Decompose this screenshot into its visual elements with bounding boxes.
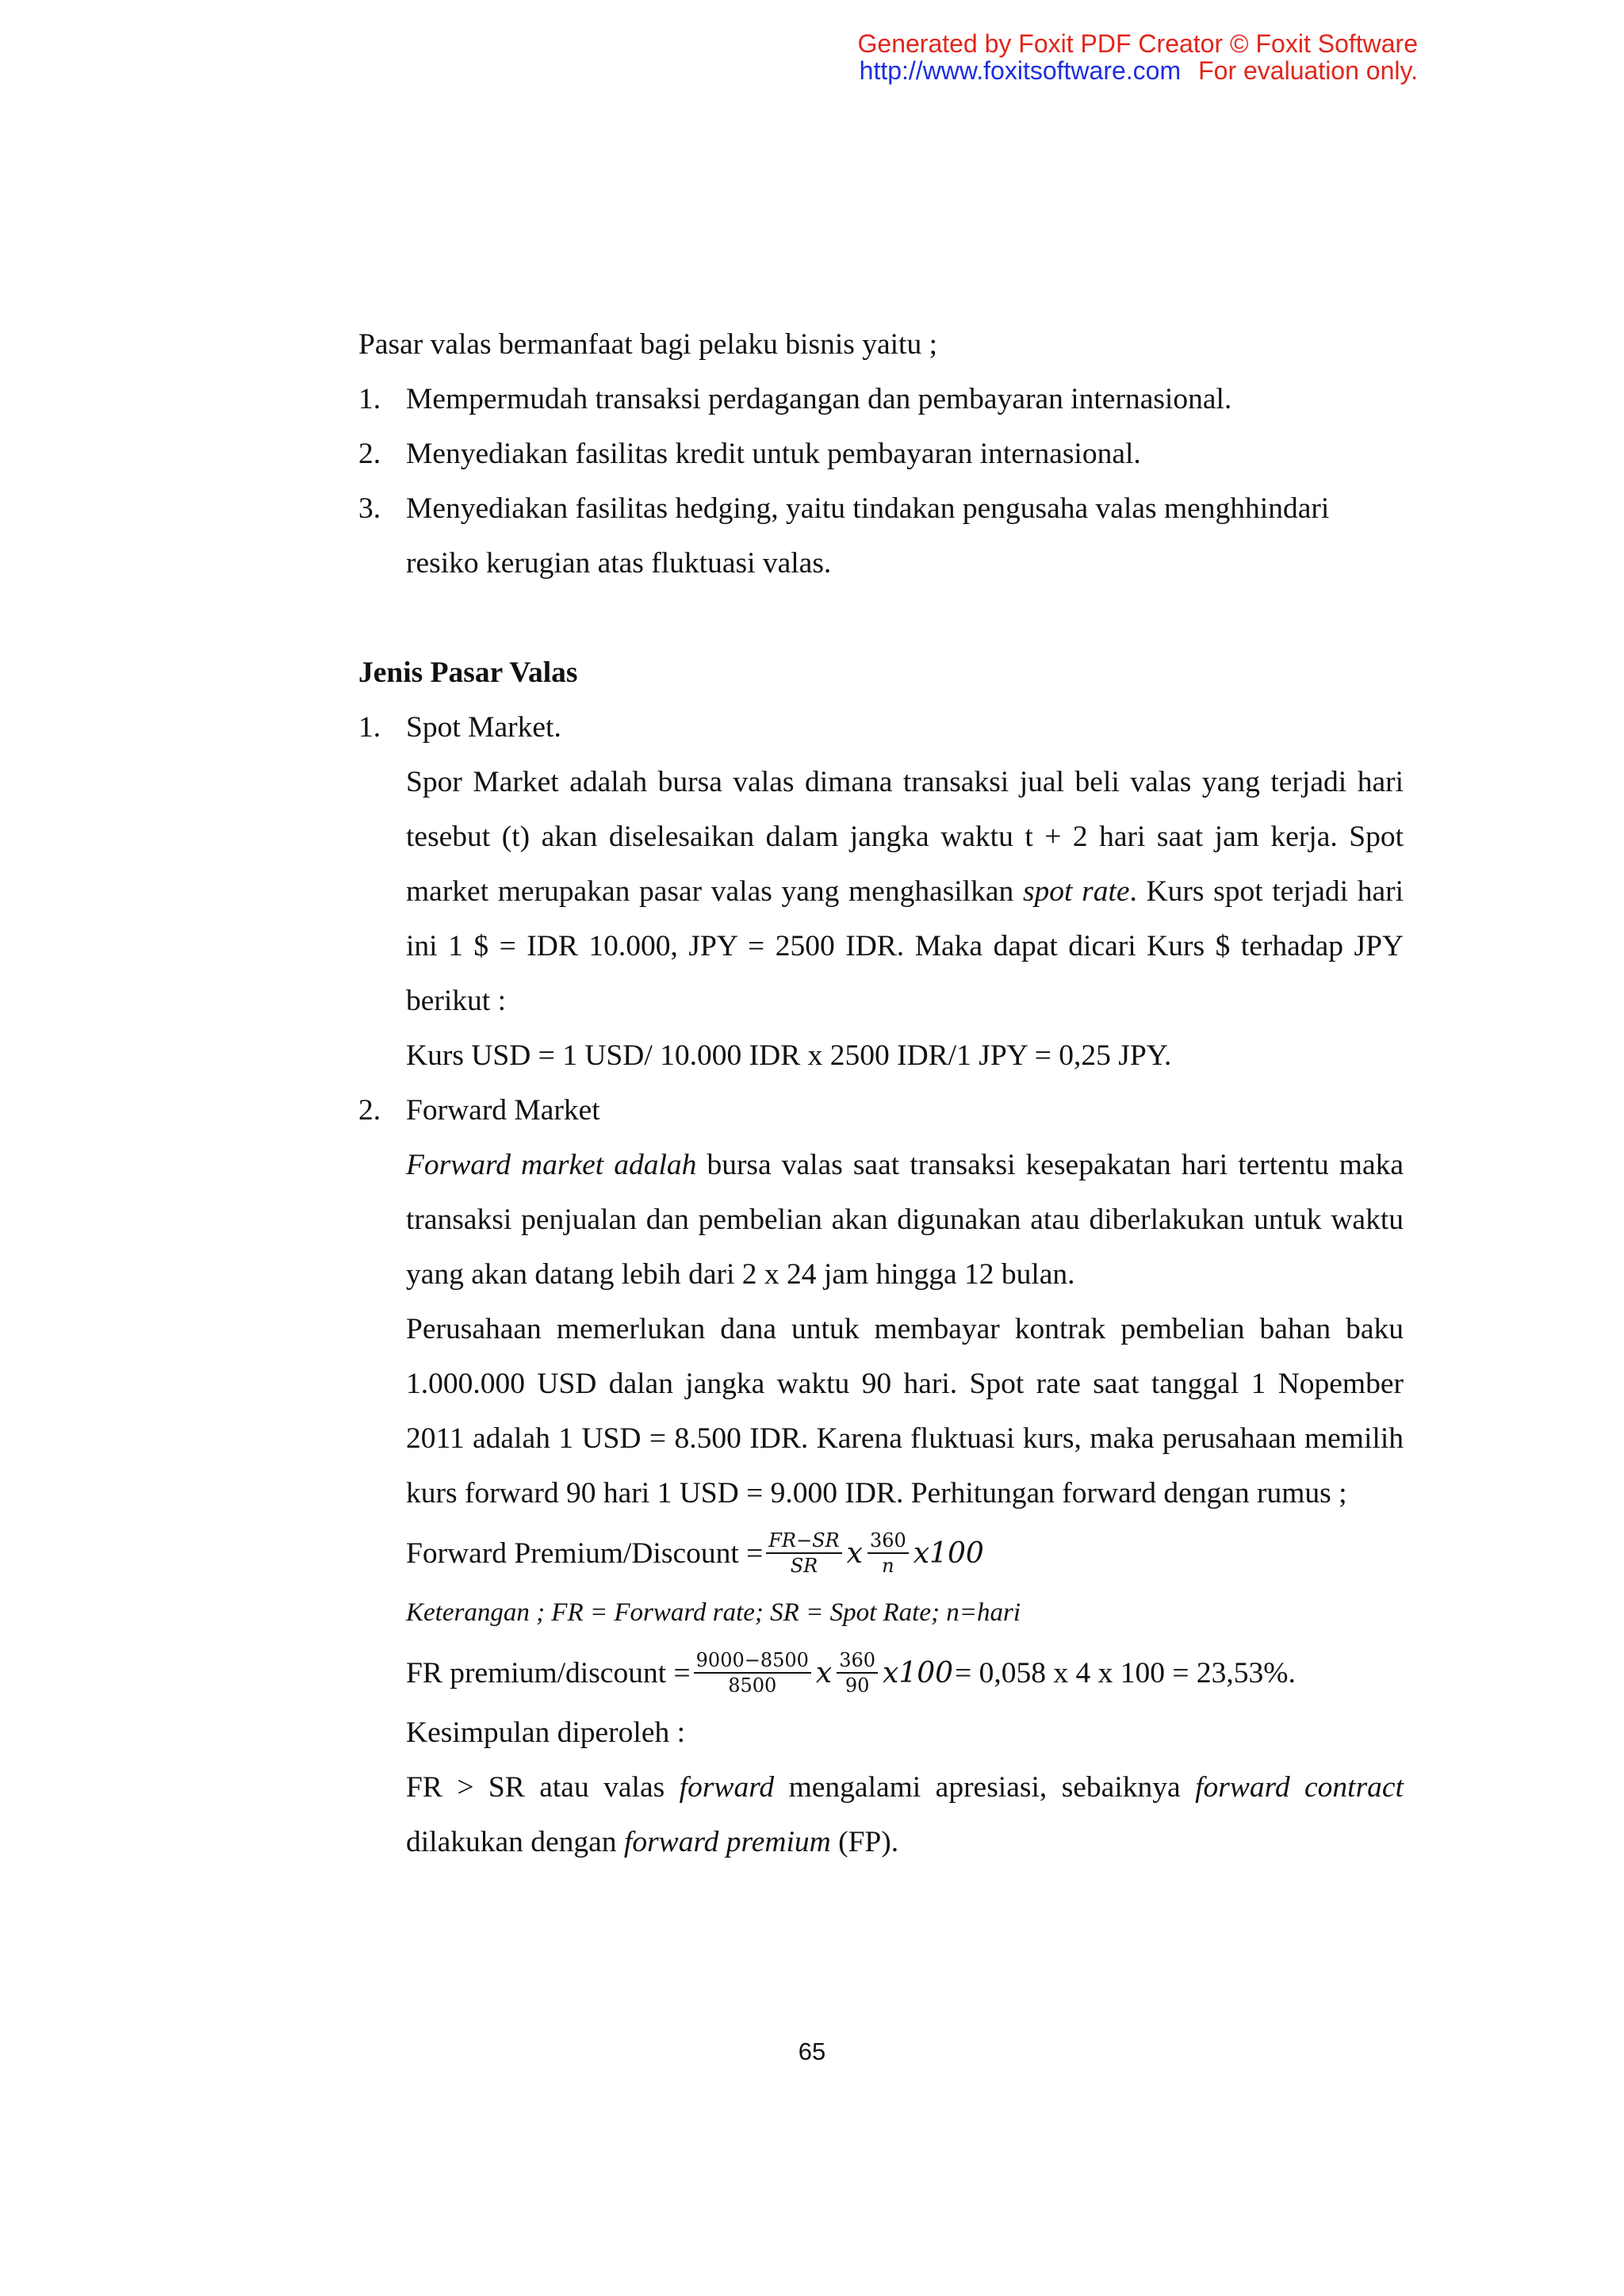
benefit-number: 1. xyxy=(358,383,381,415)
multiply-sign: x xyxy=(846,1536,863,1570)
italic-run: forward contract xyxy=(1195,1771,1404,1804)
benefit-text: Menyediakan fasilitas kredit untuk pembayaran internasional. xyxy=(406,438,1141,470)
fraction xyxy=(694,1650,811,1696)
italic-run: Forward market adalah xyxy=(406,1149,697,1181)
fraction-denominator: n xyxy=(882,1555,894,1577)
formula-result: = 0,058 x 4 x 100 = 23,53%. xyxy=(955,1656,1296,1689)
benefit-item-3 xyxy=(358,481,1404,591)
text-run: mengalami apresiasi, sebaiknya xyxy=(774,1771,1196,1804)
section-heading: Jenis Pasar Valas xyxy=(358,656,578,689)
forward-market-title-row xyxy=(358,1083,1404,1138)
forward-market-example: Perusahaan memerlukan dana untuk membayar kontrak pembelian bahan baku 1.000.000 USD dalan jangka waktu 90 hari. Spot rate saat tanggal 1 Nopember 2011 adalah 1 USD = 8.500 IDR. Karena fluktuasi kurs, maka perusahaan memilih kurs forward 90 hari 1 USD = 9.000 IDR. Perhitungan forward dengan rumus ; xyxy=(406,1313,1404,1510)
benefit-item-1 xyxy=(358,372,1404,427)
fraction xyxy=(837,1650,878,1696)
conclusion-text xyxy=(406,1760,1404,1869)
benefit-text-line2: resiko kerugian atas fluktuasi valas. xyxy=(406,547,832,580)
fraction-numerator: 9000−8500 xyxy=(694,1650,811,1674)
formula-label: FR premium/discount = xyxy=(406,1656,691,1689)
formula-legend: Keterangan ; FR = Forward rate; SR = Spot Rate; n=hari xyxy=(406,1598,1021,1627)
formula-tail: x100 xyxy=(913,1536,984,1570)
fraction-numerator: FR−SR xyxy=(766,1530,841,1554)
forward-market-title: Forward Market xyxy=(406,1094,600,1127)
fraction xyxy=(868,1530,909,1576)
text-run: dilakukan dengan xyxy=(406,1826,624,1858)
list-number: 2. xyxy=(358,1094,381,1127)
formula-label: Forward Premium/Discount = xyxy=(406,1536,764,1570)
text-run: bursa valas saat transaksi kesepakatan hari tertentu maka transaksi penjualan dan pembelian akan digunakan atau diberlakukan untuk waktu yang akan datang lebih dari 2 x 24 jam hingga 12 bulan. xyxy=(406,1149,1404,1291)
list-number: 1. xyxy=(358,711,381,744)
benefit-text xyxy=(406,481,1404,591)
text-run: FR > SR atau valas xyxy=(406,1771,680,1804)
text-run: Spor Market adalah bursa valas dimana transaksi jual beli valas yang terjadi hari tesebut (t) akan diselesaikan dalam jangka waktu t + 2 hari saat jam kerja. Spot market merupakan pasar valas yang menghasilkan xyxy=(406,766,1404,908)
spot-market-title-row xyxy=(358,700,1404,755)
multiply-sign: x xyxy=(815,1656,833,1689)
spot-market-title: Spot Market. xyxy=(406,711,561,744)
spot-market-calculation: Kurs USD = 1 USD/ 10.000 IDR x 2500 IDR/1 JPY = 0,25 JPY. xyxy=(406,1039,1172,1072)
page-content xyxy=(358,317,1404,1869)
fraction-denominator: 8500 xyxy=(728,1674,777,1697)
fraction xyxy=(766,1530,841,1576)
watermark-line1: Generated by Foxit PDF Creator © Foxit Software xyxy=(857,29,1418,58)
conclusion-label: Kesimpulan diperoleh : xyxy=(406,1716,686,1749)
watermark-line2 xyxy=(858,57,1419,84)
fraction-numerator: 360 xyxy=(868,1530,909,1554)
benefit-number: 2. xyxy=(358,438,381,470)
watermark-link[interactable]: http://www.foxitsoftware.com xyxy=(859,56,1182,85)
watermark-eval: For evaluation only. xyxy=(1198,56,1418,85)
page-number: 65 xyxy=(798,2038,826,2065)
italic-run: forward premium xyxy=(623,1826,831,1858)
fraction-numerator: 360 xyxy=(837,1650,878,1674)
italic-run: forward xyxy=(679,1771,775,1804)
italic-run: spot rate xyxy=(1022,875,1130,908)
formula-forward-premium xyxy=(406,1521,1404,1586)
spot-market-paragraph xyxy=(406,755,1404,1028)
foxit-watermark xyxy=(858,30,1419,84)
fraction-denominator: SR xyxy=(790,1555,818,1577)
benefit-text-line1: Menyediakan fasilitas hedging, yaitu tindakan pengusaha valas menghhindari xyxy=(406,492,1330,525)
fraction-denominator: 90 xyxy=(845,1674,870,1697)
text-run: (FP). xyxy=(830,1826,899,1858)
benefit-item-2 xyxy=(358,427,1404,481)
forward-market-definition xyxy=(406,1138,1404,1302)
intro-paragraph: Pasar valas bermanfaat bagi pelaku bisnis yaitu ; xyxy=(358,328,937,361)
text-run: . Kurs spot terjadi hari ini 1 $ = IDR 10.000, JPY = 2500 IDR. Maka dapat dicari Kurs $ terhadap JPY berikut : xyxy=(406,875,1404,1017)
benefit-text: Mempermudah transaksi perdagangan dan pembayaran internasional. xyxy=(406,383,1232,415)
benefit-number: 3. xyxy=(358,492,381,525)
formula-tail: x100 xyxy=(883,1656,954,1689)
spacer xyxy=(358,591,1404,645)
formula-fr-premium xyxy=(406,1640,1404,1705)
